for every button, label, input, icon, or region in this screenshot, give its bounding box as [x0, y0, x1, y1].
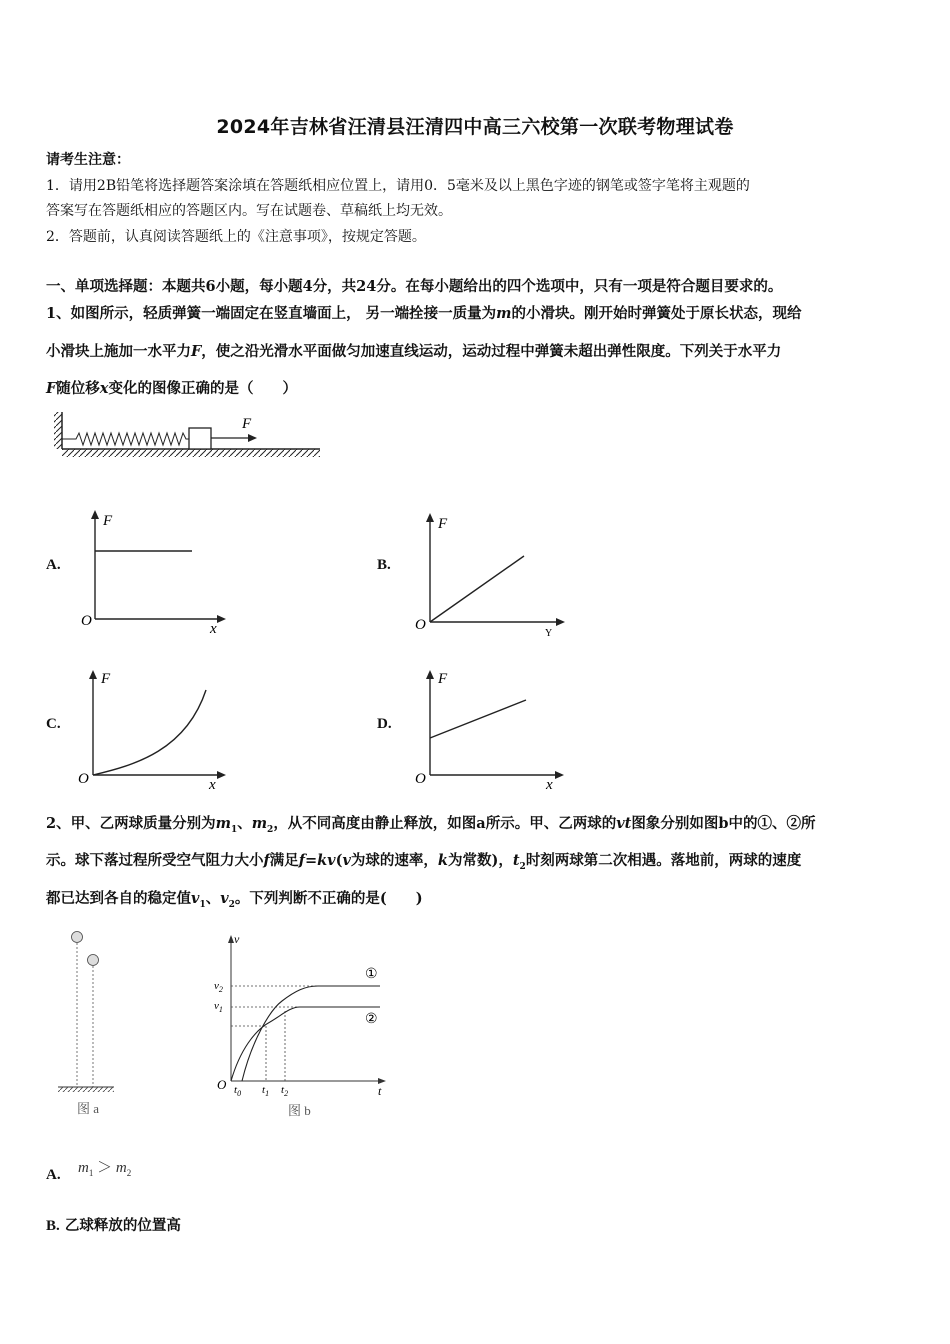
q2-mass-1: m — [215, 815, 231, 832]
q2-mass-2-sub: 2 — [267, 824, 274, 835]
ground-hatch — [62, 449, 320, 457]
x-axis-arrow — [555, 771, 564, 779]
q2-text: 。下列判断不正确的是( ) — [234, 890, 423, 907]
option-c-graph — [76, 665, 236, 795]
y-axis-arrow — [426, 670, 434, 679]
x-axis-arrow — [217, 615, 226, 623]
graph-line — [430, 700, 526, 738]
ball-1 — [72, 932, 83, 943]
option-a-gt: ＞ — [97, 1160, 113, 1176]
ball-2 — [88, 955, 99, 966]
q2-text: 都已达到各自的稳定值 — [46, 890, 191, 907]
question-2-line-2 — [46, 849, 801, 872]
figure-a — [50, 925, 130, 1120]
y-label: F — [103, 513, 113, 529]
question-1-line-3 — [46, 377, 297, 398]
y-label: F — [438, 516, 448, 532]
q2-text: 图象分别如图b中的①、②所 — [631, 815, 816, 832]
option-a-m2: m — [115, 1160, 127, 1176]
q2-v-symbol: v — [342, 852, 351, 869]
q2-vt-symbol: vt — [616, 815, 632, 832]
q1-text: 1、如图所示，轻质弹簧一端固定在竖直墙面上， 另一端拴接一质量为 — [46, 305, 497, 322]
q2-mass-1-sub: 1 — [230, 824, 238, 835]
q2-t2-symbol: t — [512, 852, 520, 869]
q2-option-b-text: 乙球释放的位置高 — [64, 1217, 181, 1234]
option-b-label: B. — [377, 557, 391, 573]
option-a-graph — [76, 505, 236, 640]
option-b-graph — [412, 505, 572, 640]
t-axis-label: t — [378, 1084, 382, 1098]
q2-text: ( — [335, 852, 343, 869]
option-d-graph — [412, 665, 572, 795]
q2-option-b — [46, 1214, 181, 1235]
option-d-label: D. — [377, 716, 392, 732]
curve-1-label: ① — [365, 967, 378, 982]
curve-2-label: ② — [365, 1012, 378, 1027]
graph-curve — [93, 690, 206, 775]
option-a-m1-sub: 1 — [88, 1168, 94, 1178]
force-arrowhead — [248, 434, 257, 442]
x-label: x — [210, 621, 217, 637]
q2-v1-symbol: v — [191, 890, 200, 907]
notice-line-1b: 答案写在答题纸相应的答题区内。写在试题卷、草稿纸上均无效。 — [46, 203, 452, 219]
question-2-line-3 — [46, 887, 423, 910]
origin-label: O — [78, 771, 89, 787]
force-label: F — [242, 416, 252, 432]
figure-b-caption: 图 b — [288, 1103, 311, 1118]
q1-text: ，使之沿光滑水平面做匀加速直线运动，运动过程中弹簧未超出弹性限度。下列关于水平力 — [201, 343, 782, 360]
option-a-m1: m — [78, 1160, 89, 1176]
t0-label: $t_0$ — [234, 1084, 242, 1098]
q1-mass-symbol: m — [496, 305, 512, 322]
q2-v1-sub: 1 — [199, 899, 206, 910]
origin-label: O — [217, 1077, 227, 1092]
t2-label: $t_2$ — [281, 1084, 289, 1098]
q2-option-a-formula — [78, 1156, 131, 1178]
q2-k-symbol: k — [437, 852, 448, 869]
curve-1 — [242, 986, 380, 1081]
q2-t2-sub: 2 — [519, 861, 526, 872]
y-axis-arrow — [426, 513, 434, 522]
q2-sep: 、 — [237, 815, 252, 832]
q2-v2-symbol: v — [220, 890, 229, 907]
y-label: F — [438, 671, 448, 687]
question-1-line-2 — [46, 340, 781, 361]
page-title: 2024年吉林省汪清县汪清四中高三六校第一次联考物理试卷 — [216, 116, 734, 138]
x-label: x — [546, 777, 553, 793]
figure-b-vt-graph — [210, 925, 395, 1125]
origin-label: O — [415, 771, 426, 787]
origin-label: O — [81, 613, 92, 629]
q2-mass-2: m — [251, 815, 268, 832]
figure-a-caption: 图 a — [77, 1101, 100, 1116]
x-label: x — [209, 777, 216, 793]
q2-text: 时刻两球第二次相遇。落地前，两球的速度 — [525, 852, 802, 869]
q2-text: 2、甲、乙两球质量分别为 — [46, 815, 216, 832]
t1-label: $t_1$ — [262, 1084, 270, 1098]
q2-f-symbol: f — [263, 852, 270, 869]
q1-force-symbol: F — [46, 380, 57, 397]
q2-option-b-label: B. — [46, 1218, 60, 1234]
q2-text: 为常数)， — [447, 852, 513, 869]
y-label: F — [101, 671, 111, 687]
q2-text: 满足 — [269, 852, 299, 869]
option-a-label: A. — [46, 557, 61, 573]
q2-text: 为球的速率， — [350, 852, 438, 869]
notice-line-2: 2．答题前，认真阅读答题纸上的《注意事项》，按规定答题。 — [46, 229, 426, 245]
q2-text: 示。球下落过程所受空气阻力大小 — [46, 852, 264, 869]
q1-displacement-symbol: x — [99, 380, 109, 397]
slider-block — [189, 428, 211, 449]
q2-text: ，从不同高度由静止释放，如图a所示。甲、乙两球的 — [273, 815, 617, 832]
v2-label: $v_2$ — [214, 980, 223, 994]
x-axis-arrow — [217, 771, 226, 779]
spring-block-figure — [50, 408, 335, 463]
q1-text: 变化的图像正确的是（ ） — [108, 380, 297, 397]
section-heading: 一、单项选择题：本题共6小题，每小题4分，共24分。在每小题给出的四个选项中，只有一项是符合题目要求的。 — [46, 278, 783, 295]
v-axis-label: v — [234, 932, 240, 946]
curve-2 — [231, 1007, 380, 1081]
spring — [62, 433, 189, 445]
q2-option-a-label: A. — [46, 1167, 61, 1183]
x-axis-arrow — [556, 618, 565, 626]
wall-hatch — [54, 412, 62, 449]
y-axis-arrow — [89, 670, 97, 679]
question-2-line-1 — [46, 812, 815, 835]
v1-label: $v_1$ — [214, 1000, 223, 1014]
x-label: Y — [545, 628, 553, 639]
q2-formula: f=kv — [298, 852, 336, 869]
q2-v2-sub: 2 — [228, 899, 235, 910]
notice-line-1a: 1．请用2B铅笔将选择题答案涂填在答题纸相应位置上，请用0．5毫米及以上黑色字迹的钢笔或签字笔将主观题的 — [46, 178, 750, 194]
graph-line — [430, 556, 524, 622]
ground-hatch — [58, 1087, 114, 1092]
q2-sep: 、 — [205, 890, 221, 907]
y-axis-arrow — [91, 510, 99, 519]
q1-text: 随位移 — [56, 380, 100, 397]
q1-text: 的小滑块。刚开始时弹簧处于原长状态，现给 — [511, 305, 802, 322]
q1-force-symbol: F — [191, 343, 202, 360]
q1-text: 小滑块上施加一水平力 — [46, 343, 191, 360]
option-a-m2-sub: 2 — [126, 1168, 132, 1178]
option-c-label: C. — [46, 716, 61, 732]
notice-heading: 请考生注意： — [46, 152, 130, 168]
origin-label: O — [415, 617, 426, 633]
question-1-line-1 — [46, 302, 801, 323]
